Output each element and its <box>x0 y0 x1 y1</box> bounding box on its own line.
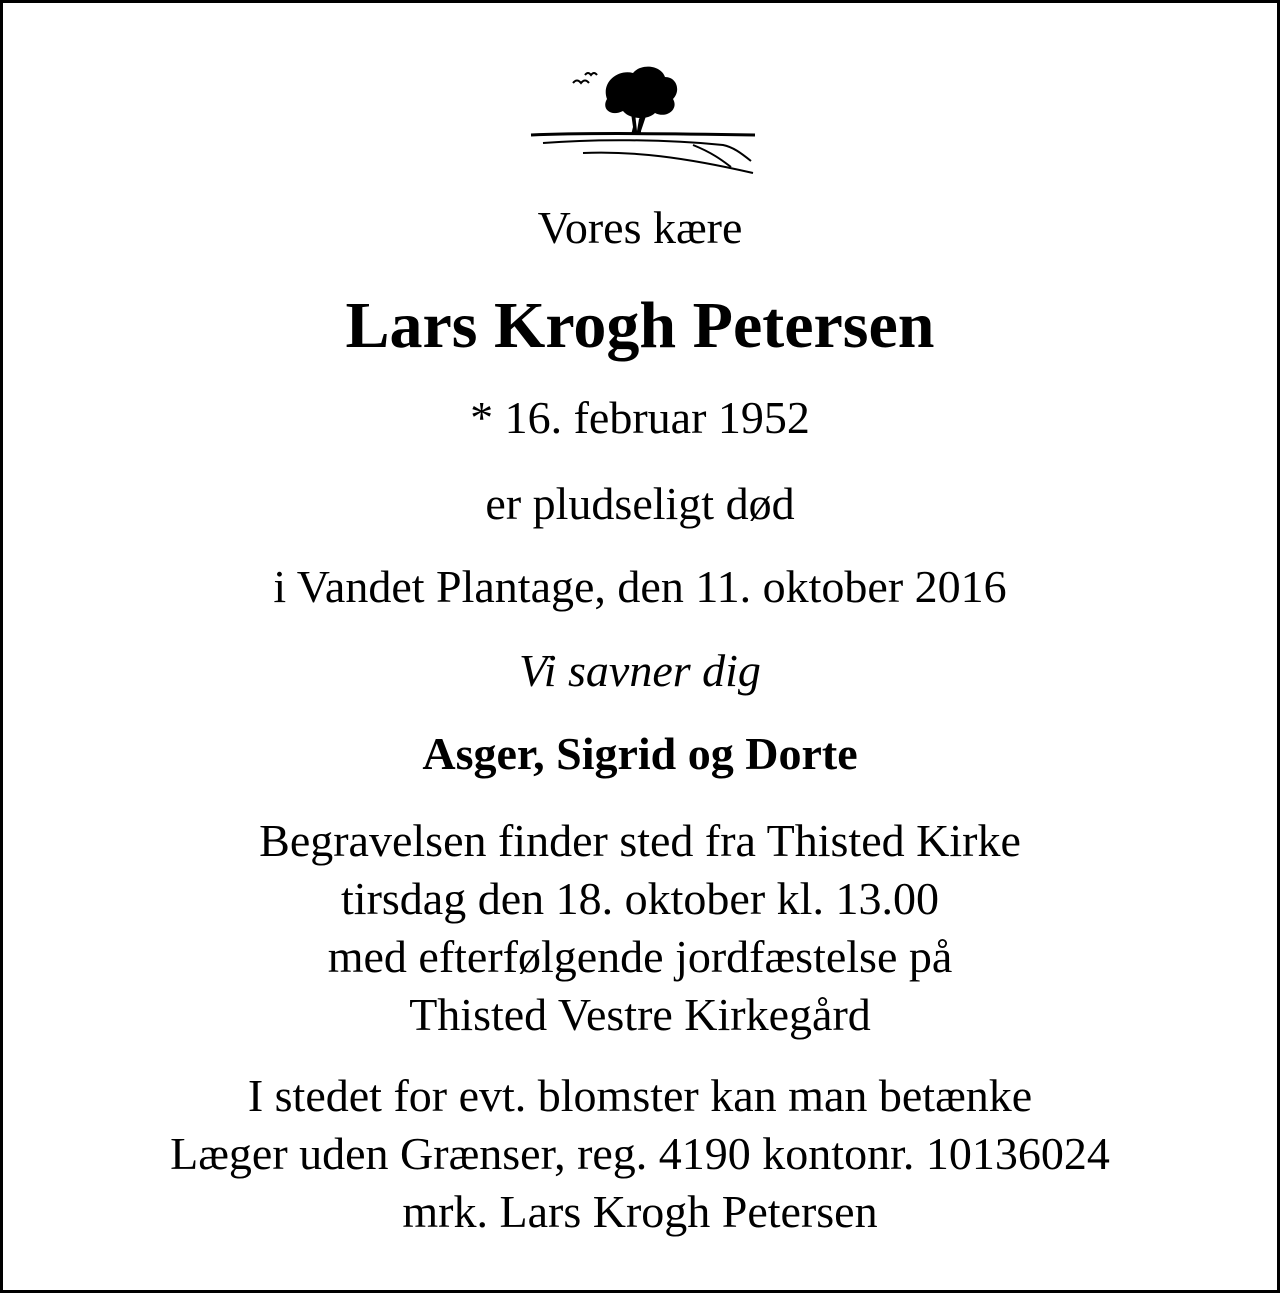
donation-line: I stedet for evt. blomster kan man betænke <box>247 1070 1033 1121</box>
funeral-line: tirsdag den 18. oktober kl. 13.00 <box>341 873 939 924</box>
deceased-name: Lars Krogh Petersen <box>345 289 935 362</box>
intro-text: Vores kære <box>537 202 743 253</box>
family-names: Asger, Sigrid og Dorte <box>422 728 858 779</box>
donation-line: mrk. Lars Krogh Petersen <box>402 1186 878 1237</box>
death-statement: er pludseligt død <box>485 478 795 529</box>
tree-landscape-icon <box>523 61 763 177</box>
farewell-text: Vi savner dig <box>519 645 761 696</box>
funeral-info <box>3 812 1277 1044</box>
funeral-line: Begravelsen finder sted fra Thisted Kirke <box>259 815 1021 866</box>
birth-date: * 16. februar 1952 <box>470 392 810 443</box>
donation-info <box>3 1067 1277 1241</box>
death-place-date: i Vandet Plantage, den 11. oktober 2016 <box>273 561 1007 612</box>
donation-line: Læger uden Grænser, reg. 4190 kontonr. 10136024 <box>170 1128 1110 1179</box>
funeral-line: Thisted Vestre Kirkegård <box>409 989 871 1040</box>
funeral-line: med efterfølgende jordfæstelse på <box>327 931 953 982</box>
